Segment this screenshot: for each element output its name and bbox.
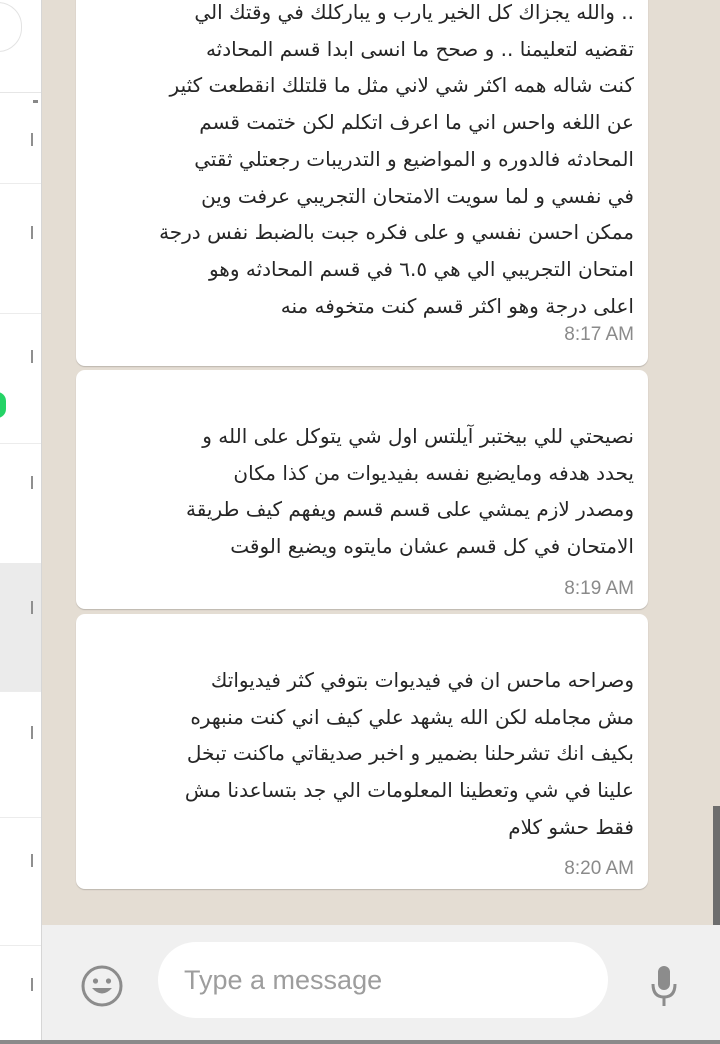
chat-list-item[interactable] <box>0 313 41 444</box>
conversation-pane <box>42 0 720 925</box>
list-item-fragment <box>31 476 33 489</box>
message-text: نصيحتي للي بيختبر آيلتس اول شي يتوكل على الله و يحدد هدفه ومايضيع نفسه بفيديوات من كذا مكان ومصدر لازم يمشي على قسم قسم ويفهم كيف طريقة الامتحان في كل قسم عشان مايتوه ويضيع الوقت <box>186 424 634 559</box>
message-bubble <box>76 0 648 366</box>
scrollbar-thumb[interactable] <box>713 806 720 925</box>
message-text: وصراحه ماحس ان في فيديوات بتوفي كثر فيديواتك مش مجامله لكن الله يشهد علي كيف اني كنت منبهره بكيف انك تشرحلنا بضمير و اخبر صديقاتي ماكنت تبخل علينا في شي وتعطينا المعلومات الي جد بتساعدنا مش فقط حشو كلام <box>184 668 634 839</box>
message-time: 8:20 AM <box>564 858 634 879</box>
list-item-fragment <box>31 350 33 363</box>
chat-list-item[interactable] <box>0 183 41 314</box>
list-item-fragment <box>31 601 33 614</box>
chat-list-item[interactable] <box>0 817 41 946</box>
message-composer <box>42 925 720 1044</box>
message-time: 8:17 AM <box>564 324 634 345</box>
smiley-icon[interactable] <box>80 964 124 1008</box>
list-item-fragment <box>31 726 33 739</box>
chat-list-sidebar <box>0 0 42 1044</box>
message-text: .. والله يجزاك كل الخير يارب و يباركلك في وقتك الي تقضيه لتعليمنا .. و صحح ما انسى ابدا قسم المحادثه كنت شاله همه اكثر شي لاني مثل ما قلتلك انقطعت كثير عن اللغه واحس اني ما اعرف اتكلم لكن ختمت قسم المحادثه فالدوره و المواضيع و التدريبات رجعتلي ثقتي في نفسي و لما سويت الامتحان التجريبي عرفت وين ممكن احسن نفسي و على فكره جبت بالضبط نفس درجة امتحان التجريبي الي هي ٦.٥ في قسم المحادثه وهو اعلى درجة وهو اكثر قسم كنت متخوفه منه <box>159 0 634 318</box>
message-time: 8:19 AM <box>564 578 634 599</box>
chat-list-item[interactable] <box>0 443 41 564</box>
list-item-fragment <box>31 978 33 991</box>
list-item-fragment <box>31 854 33 867</box>
chat-list-item[interactable] <box>0 93 41 184</box>
list-item-fragment <box>31 133 33 146</box>
chat-list-item[interactable] <box>0 945 41 1040</box>
chat-list-item-selected[interactable] <box>0 563 41 692</box>
divider-mark <box>33 100 38 103</box>
search-box[interactable] <box>0 2 22 52</box>
message-bubble <box>76 370 648 609</box>
message-input[interactable] <box>158 942 608 1018</box>
microphone-icon[interactable] <box>648 962 680 1010</box>
list-item-fragment <box>31 226 33 239</box>
message-bubble <box>76 614 648 889</box>
chat-list-item[interactable] <box>0 691 41 818</box>
unread-badge <box>0 392 6 418</box>
window-bottom-border <box>0 1040 720 1044</box>
